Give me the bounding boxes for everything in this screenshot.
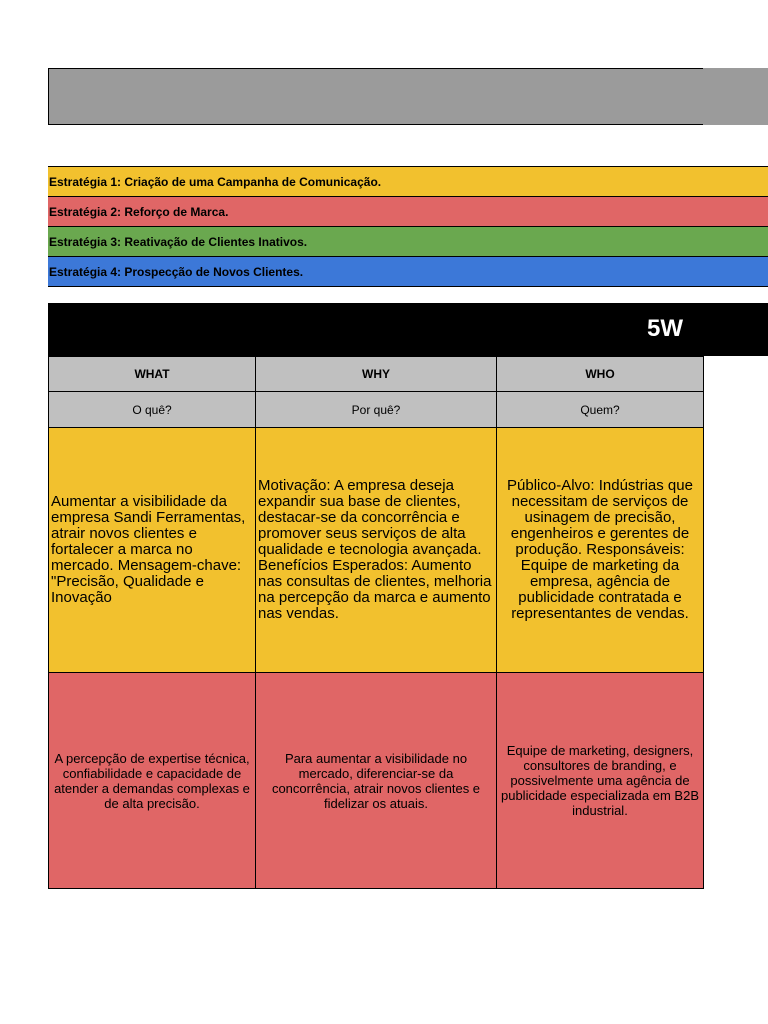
strategy-2: Estratégia 2: Reforço de Marca. — [48, 196, 768, 227]
subheader-row — [49, 392, 704, 428]
col-header-who: WHO — [497, 357, 704, 392]
table-row — [49, 428, 704, 673]
col-header-what: WHAT — [49, 357, 256, 392]
header-bar — [48, 68, 768, 125]
strategy-1: Estratégia 1: Criação de uma Campanha de Comunicação. — [48, 166, 768, 197]
table-row — [49, 673, 704, 889]
cell-why: Para aumentar a visibilidade no mercado, diferenciar-se da concorrência, atrair novos clientes e fidelizar os atuais. — [256, 673, 497, 889]
col-sub-what: O quê? — [49, 392, 256, 428]
section-title: 5W — [647, 315, 683, 342]
cell-what: A percepção de expertise técnica, confiabilidade e capacidade de atender a demandas complexas e de alta precisão. — [49, 673, 256, 889]
strategy-4: Estratégia 4: Prospecção de Novos Clientes. — [48, 256, 768, 287]
cell-who: Público-Alvo: Indústrias que necessitam de serviços de usinagem de precisão, engenheiros e gerentes de produção. Responsáveis: Equipe de marketing da empresa, agência de publicidade contratada e representantes de vendas. — [497, 428, 704, 673]
cell-what: Aumentar a visibilidade da empresa Sandi Ferramentas, atrair novos clientes e fortalecer a marca no mercado. Mensagem-chave: "Precisão, Qualidade e Inovação — [49, 428, 256, 673]
col-sub-who: Quem? — [497, 392, 704, 428]
strategy-3: Estratégia 3: Reativação de Clientes Inativos. — [48, 226, 768, 257]
cell-who: Equipe de marketing, designers, consultores de branding, e possivelmente uma agência de publicidade especializada em B2B industrial. — [497, 673, 704, 889]
section-title-bar — [48, 303, 768, 356]
cell-why: Motivação: A empresa deseja expandir sua base de clientes, destacar-se da concorrência e promover seus serviços de alta qualidade e tecnologia avançada. Benefícios Esperados: Aumento nas consultas de clientes, melhoria na percepção da marca e aumento nas vendas. — [256, 428, 497, 673]
header-row — [49, 357, 704, 392]
5w-table — [48, 356, 704, 889]
col-header-why: WHY — [256, 357, 497, 392]
col-sub-why: Por quê? — [256, 392, 497, 428]
